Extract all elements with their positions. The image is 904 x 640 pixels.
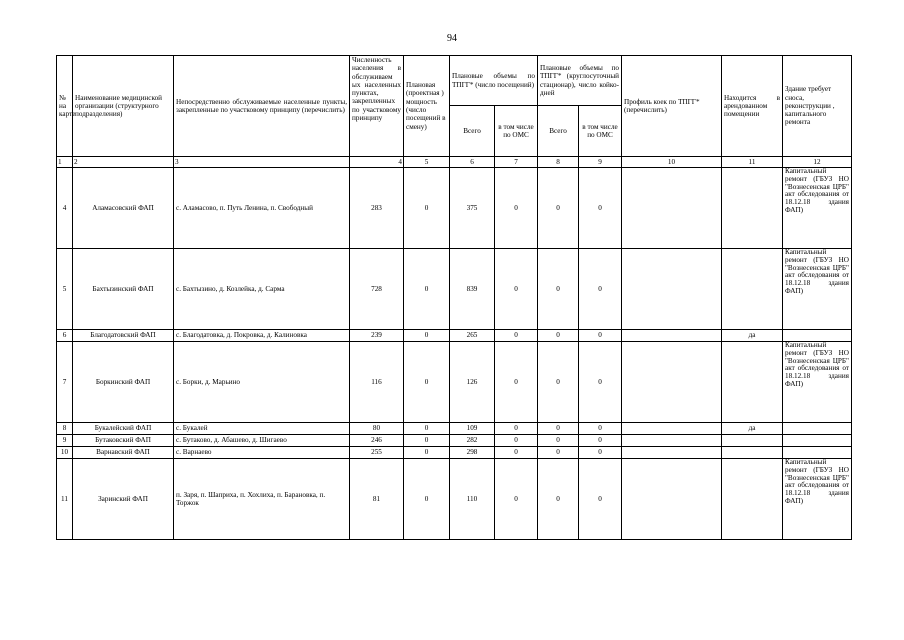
cell-no: 11 (57, 459, 73, 540)
cell-capacity: 0 (404, 435, 450, 447)
table-row (57, 459, 852, 540)
cell-beds-total: 0 (538, 330, 579, 342)
cell-org: Благодатовский ФАП (73, 330, 174, 342)
cell-beds-oms: 0 (579, 435, 622, 447)
cell-settlements: с. Аламасово, п. Путь Ленина, п. Свободный (174, 168, 350, 249)
cell-beds-total: 0 (538, 459, 579, 540)
header-repair: Здание требует сноса, реконструкции , капитального ремонта (783, 56, 852, 157)
header-capacity: Плановая (проектная ) мощность (число посещений в смену) (404, 56, 450, 157)
cell-beds-total: 0 (538, 342, 579, 423)
cell-no: 7 (57, 342, 73, 423)
cell-rented: да (722, 423, 783, 435)
cell-visits-total: 375 (450, 168, 495, 249)
cell-org: Бахтызинский ФАП (73, 249, 174, 330)
cell-visits-total: 110 (450, 459, 495, 540)
column-number: 3 (174, 157, 350, 168)
cell-org: Варнавский ФАП (73, 447, 174, 459)
table-row (57, 330, 852, 342)
cell-capacity: 0 (404, 249, 450, 330)
cell-capacity: 0 (404, 342, 450, 423)
cell-capacity: 0 (404, 447, 450, 459)
cell-beds-oms: 0 (579, 330, 622, 342)
cell-repair: Капитальный ремонт (ГБУЗ НО "Вознесенская ЦРБ" акт обследования от 18.12.18 здания ФАП) (783, 342, 852, 423)
cell-beds-oms: 0 (579, 447, 622, 459)
table-body (57, 168, 852, 540)
header-bed-profile: Профиль коек по ТПГГ* (перечислить) (622, 56, 722, 157)
cell-beds-oms: 0 (579, 459, 622, 540)
column-number-row (57, 157, 852, 168)
page-number: 94 (447, 33, 457, 44)
cell-visits-total: 282 (450, 435, 495, 447)
cell-repair (783, 435, 852, 447)
header-beds-oms: в том числе по ОМС (579, 106, 622, 157)
header-rented: Находится в арендованном помещении (722, 56, 783, 157)
cell-beds-total: 0 (538, 249, 579, 330)
cell-visits-oms: 0 (495, 249, 538, 330)
cell-rented (722, 342, 783, 423)
header-no: № на карте (57, 56, 73, 157)
cell-population: 728 (350, 249, 404, 330)
table-row (57, 447, 852, 459)
cell-visits-oms: 0 (495, 435, 538, 447)
cell-beds-total: 0 (538, 168, 579, 249)
column-number: 5 (404, 157, 450, 168)
cell-rented (722, 435, 783, 447)
cell-visits-total: 839 (450, 249, 495, 330)
table-row (57, 249, 852, 330)
column-number: 2 (73, 157, 174, 168)
cell-repair (783, 447, 852, 459)
cell-settlements: п. Заря, п. Шаприха, п. Хохлиха, п. Барановка, п. Торжок (174, 459, 350, 540)
cell-profile (622, 330, 722, 342)
cell-org: Букалейский ФАП (73, 423, 174, 435)
cell-profile (622, 423, 722, 435)
cell-population: 283 (350, 168, 404, 249)
cell-population: 239 (350, 330, 404, 342)
cell-beds-total: 0 (538, 447, 579, 459)
cell-no: 10 (57, 447, 73, 459)
cell-population: 80 (350, 423, 404, 435)
cell-visits-total: 298 (450, 447, 495, 459)
table-row (57, 168, 852, 249)
cell-settlements: с. Букалей (174, 423, 350, 435)
cell-rented (722, 249, 783, 330)
cell-rented (722, 168, 783, 249)
cell-repair (783, 423, 852, 435)
cell-no: 8 (57, 423, 73, 435)
cell-profile (622, 342, 722, 423)
cell-beds-oms: 0 (579, 342, 622, 423)
cell-repair (783, 330, 852, 342)
column-number: 6 (450, 157, 495, 168)
cell-visits-oms: 0 (495, 459, 538, 540)
table-row (57, 423, 852, 435)
cell-repair: Капитальный ремонт (ГБУЗ НО "Вознесенская ЦРБ" акт обследования от 18.12.18 здания ФАП) (783, 168, 852, 249)
cell-repair: Капитальный ремонт (ГБУЗ НО "Вознесенская ЦРБ" акт обследования от 18.12.18 здания ФАП) (783, 249, 852, 330)
cell-population: 81 (350, 459, 404, 540)
column-number: 4 (350, 157, 404, 168)
cell-org: Бутаковский ФАП (73, 435, 174, 447)
column-number: 10 (622, 157, 722, 168)
cell-visits-oms: 0 (495, 330, 538, 342)
cell-population: 246 (350, 435, 404, 447)
cell-settlements: с. Бахтызино, д. Козлейка, д. Сарма (174, 249, 350, 330)
cell-no: 5 (57, 249, 73, 330)
cell-profile (622, 168, 722, 249)
header-org: Наименование медицинской организации (структурного подразделения) (73, 56, 174, 157)
table-row (57, 342, 852, 423)
table-header (57, 56, 852, 157)
header-visits-group: Плановые объемы по ТПГГ* (число посещений) (450, 56, 538, 106)
cell-capacity: 0 (404, 168, 450, 249)
cell-population: 116 (350, 342, 404, 423)
cell-profile (622, 435, 722, 447)
header-settlements: Непосредственно обслуживаемые населенные пункты, закрепленные по участковому принципу (перечислить) (174, 56, 350, 157)
cell-rented: да (722, 330, 783, 342)
cell-settlements: с. Варнаево (174, 447, 350, 459)
cell-profile (622, 459, 722, 540)
cell-visits-oms: 0 (495, 168, 538, 249)
cell-org: Боркинский ФАП (73, 342, 174, 423)
cell-beds-oms: 0 (579, 168, 622, 249)
cell-capacity: 0 (404, 330, 450, 342)
column-number: 7 (495, 157, 538, 168)
header-beds-group: Плановые объемы по ТПГГ* (круглосуточный стационар), число койко-дней (538, 56, 622, 106)
cell-settlements: с. Бутаково, д. Абашево, д. Шигаево (174, 435, 350, 447)
header-population: Численность населения в обслуживаем ых населенных пунктах, закрепленных по участковому принципу (350, 56, 404, 157)
cell-capacity: 0 (404, 423, 450, 435)
cell-settlements: с. Благодатовка, д. Покровка, д. Калиновка (174, 330, 350, 342)
cell-org: Аламасовский ФАП (73, 168, 174, 249)
cell-visits-oms: 0 (495, 447, 538, 459)
cell-beds-oms: 0 (579, 423, 622, 435)
cell-repair: Капитальный ремонт (ГБУЗ НО "Вознесенская ЦРБ" акт обследования от 18.12.18 здания ФАП) (783, 459, 852, 540)
header-visits-total: Всего (450, 106, 495, 157)
cell-population: 255 (350, 447, 404, 459)
column-number: 11 (722, 157, 783, 168)
cell-no: 9 (57, 435, 73, 447)
cell-rented (722, 447, 783, 459)
cell-visits-oms: 0 (495, 423, 538, 435)
cell-visits-total: 265 (450, 330, 495, 342)
cell-settlements: с. Борки, д. Марьино (174, 342, 350, 423)
cell-beds-total: 0 (538, 435, 579, 447)
cell-profile (622, 249, 722, 330)
cell-visits-oms: 0 (495, 342, 538, 423)
header-beds-total: Всего (538, 106, 579, 157)
cell-org: Заринский ФАП (73, 459, 174, 540)
header-visits-oms: в том числе по ОМС (495, 106, 538, 157)
table-row (57, 435, 852, 447)
cell-beds-total: 0 (538, 423, 579, 435)
column-number: 12 (783, 157, 852, 168)
cell-beds-oms: 0 (579, 249, 622, 330)
column-number: 9 (579, 157, 622, 168)
column-number: 8 (538, 157, 579, 168)
cell-no: 4 (57, 168, 73, 249)
cell-rented (722, 459, 783, 540)
column-number: 1 (57, 157, 73, 168)
cell-profile (622, 447, 722, 459)
cell-visits-total: 126 (450, 342, 495, 423)
cell-capacity: 0 (404, 459, 450, 540)
cell-visits-total: 109 (450, 423, 495, 435)
fap-table (56, 55, 852, 540)
cell-no: 6 (57, 330, 73, 342)
